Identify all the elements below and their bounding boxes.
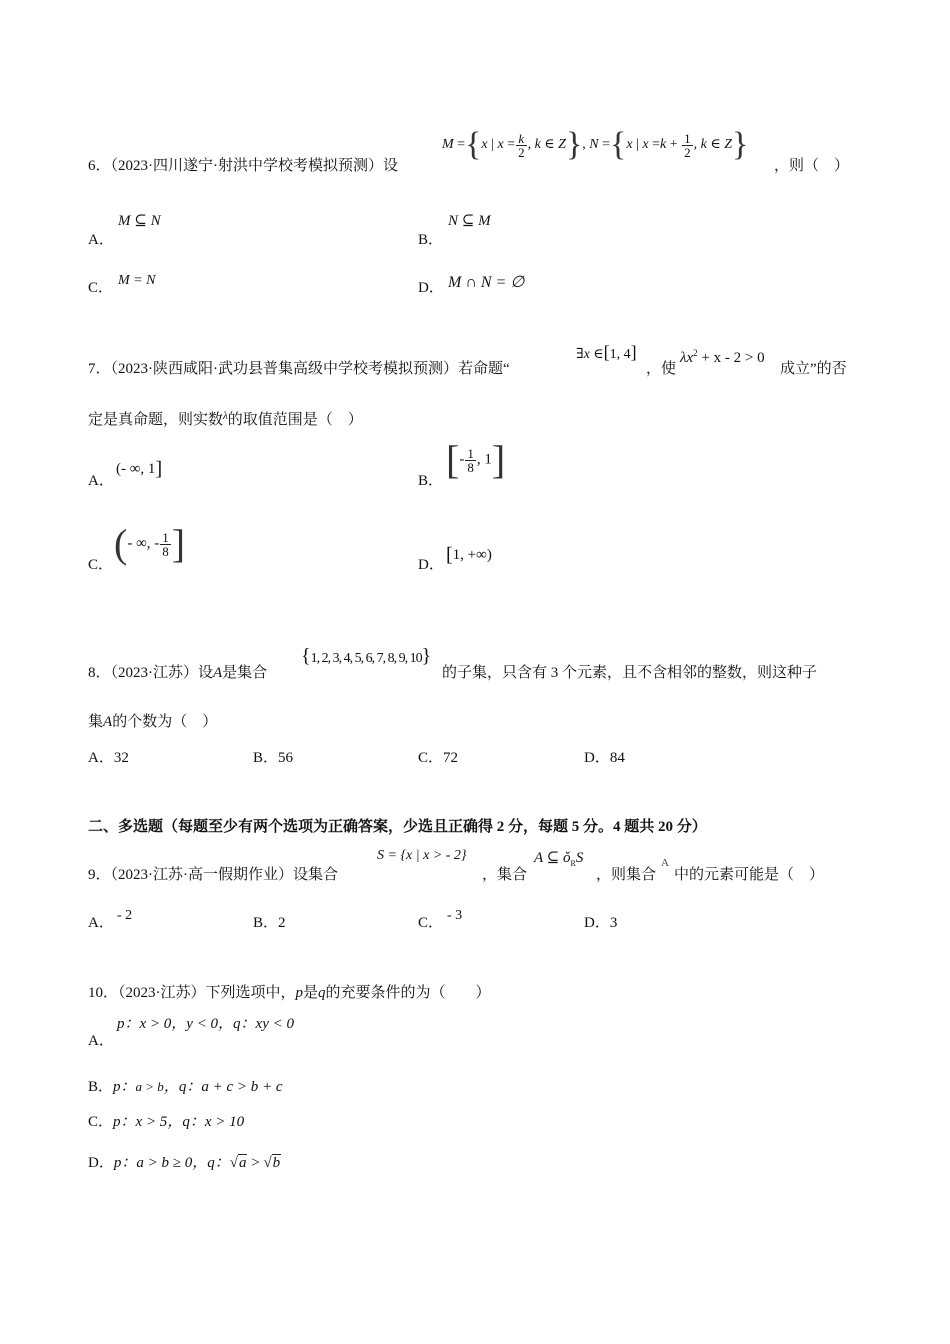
q9-set-S: S = {x | x > - 2}	[377, 848, 467, 863]
q7-option-d-math: [1, +∞)	[446, 544, 492, 566]
q7-option-c-math: (- ∞, - $\frac{1}{8}$ ]	[114, 521, 186, 566]
q8-stem-line1: 8．（2023·江苏）设A是集合	[88, 665, 268, 681]
q9-A-small: A	[661, 857, 669, 869]
section-heading-multiple-choice: 二、多选题（每题至少有两个选项为正确答案，少选且正确得 2 分，每题 5 分。4 题共 20 分）	[88, 819, 707, 835]
q8-option-b: B．56	[253, 750, 294, 766]
q10-option-a-math: p：x > 0，y < 0，q：xy < 0	[117, 1016, 294, 1032]
q7-option-b-math: [- $\frac{1}{8}$ , 1]	[446, 437, 506, 482]
q6-option-d-label: D．	[418, 280, 444, 296]
q7-stem-tail: 成立”的否	[780, 361, 847, 377]
q8-set: {1, 2, 3, 4, 5, 6, 7, 8, 9, 10}	[301, 645, 432, 667]
q6-set-M: M ={x | x = $\frac{k}{2}$ , k ∈ Z}, N ={x | x =k + $\frac{1}{2}$ , k ∈ Z}	[442, 126, 749, 163]
q7-option-b-label: B．	[418, 473, 444, 489]
q7-frac-1-8-c: $\frac{1}{8}$	[162, 529, 169, 559]
q10-stem: 10．（2023·江苏）下列选项中，p是q的充要条件的为（ ）	[88, 985, 491, 1001]
q7-option-c-label: C．	[88, 557, 114, 573]
q7-stem-line1: 7．（2023·陕西咸阳·武功县普集高级中学校考模拟预测）若命题“	[88, 361, 510, 377]
q6-option-c-math: M = N	[118, 273, 156, 288]
q7-option-a-math: (- ∞, 1]	[116, 458, 163, 480]
q7-inequality: $\lambda x^2 + x - 2 > 0$	[680, 348, 765, 366]
q6-tail: ，则（ ）	[774, 158, 850, 174]
q7-option-a-label: A．	[88, 473, 114, 489]
q7-exists-clause: ∃x ∈[1, 4]	[576, 342, 637, 362]
q6-option-b-label: B．	[418, 232, 444, 248]
q10-option-a-label: A．	[88, 1033, 114, 1049]
q9-option-a-math: - 2	[117, 908, 133, 923]
q9-stem: 9．（2023·江苏·高一假期作业）设集合	[88, 867, 338, 883]
q6-option-b-math: N ⊆ M	[448, 213, 491, 229]
q8-option-c: C．72	[418, 750, 459, 766]
q7-frac-1-8-b: $\frac{1}{8}$	[467, 445, 474, 475]
q9-mid: ，集合	[482, 867, 528, 883]
q9-subset-complement: A ⊆ $ǒ_RS$	[534, 850, 584, 868]
q6-option-c-label: C．	[88, 280, 114, 296]
q10-option-b: B．p：a > b，q：a + c > b + c	[88, 1079, 283, 1095]
q7-mid: ，使	[646, 361, 677, 377]
q9-option-c-math: - 3	[447, 908, 463, 923]
q6-option-d-math: M ∩ N = ∅	[448, 274, 525, 291]
q8-stem-tail: 的子集，只含有 3 个元素，且不含相邻的整数，则这种子	[442, 665, 818, 681]
q10-option-c: C．p：x > 5，q：x > 10	[88, 1114, 245, 1130]
sqrt-b: √b	[263, 1155, 281, 1171]
sqrt-a: √a	[229, 1155, 247, 1171]
q9-stem-3: 中的元素可能是（ ）	[674, 867, 825, 883]
q6-frac-k-2: $\frac{k}{2}$	[518, 130, 525, 160]
q6-stem	[88, 154, 398, 175]
q8-stem-line2: 集A的个数为（ ）	[88, 714, 218, 730]
q7-stem-line2: 定是真命题，则实数$^\lambda$的取值范围是（ ）	[88, 410, 363, 428]
q6-option-a-math: M ⊆ N	[118, 213, 161, 229]
q6-option-a-label: A．	[88, 232, 114, 248]
q9-option-c-label: C．	[418, 915, 444, 931]
q8-option-d: D．84	[584, 750, 625, 766]
q9-option-b: B．2	[253, 915, 286, 931]
q6-stem-text: 6．（2023·四川遂宁·射洪中学校考模拟预测）设	[88, 158, 398, 174]
q9-stem-2: ，则集合	[596, 867, 657, 883]
q9-option-d: D．3	[584, 915, 618, 931]
q8-option-a: A．32	[88, 750, 129, 766]
q7-option-d-label: D．	[418, 557, 444, 573]
q9-option-a-label: A．	[88, 915, 114, 931]
q10-option-d: D．p：a > b ≥ 0，q：√a > √b	[88, 1155, 281, 1171]
q6-frac-1-2: $\frac{1}{2}$	[684, 130, 691, 160]
